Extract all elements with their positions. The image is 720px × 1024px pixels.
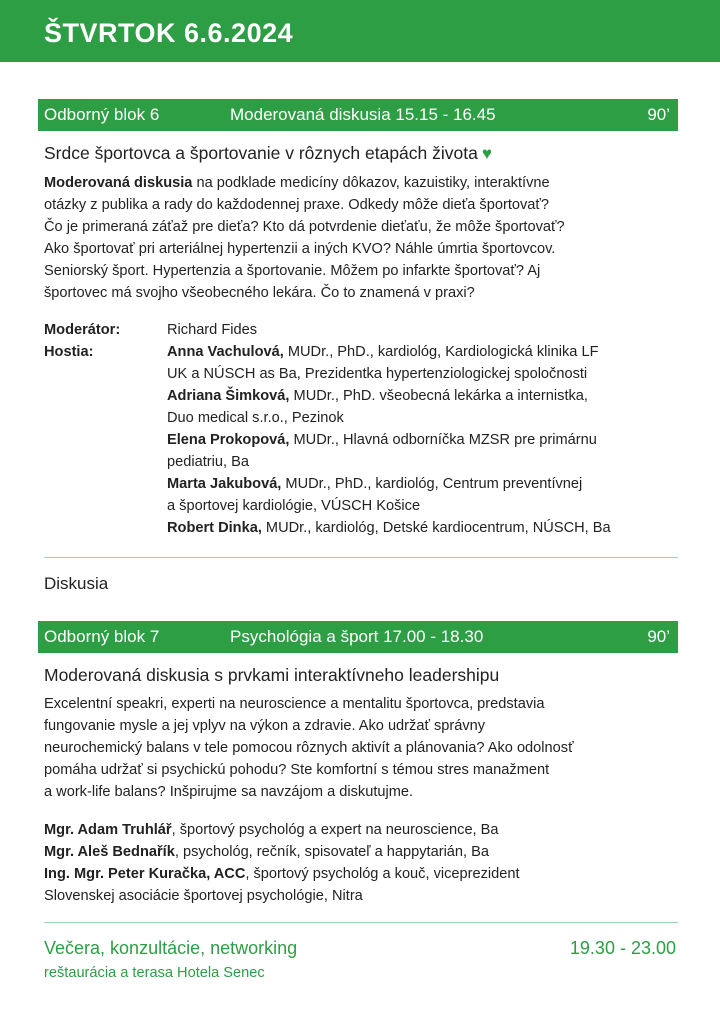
speaker-item [44,863,684,885]
block7-header [38,621,678,653]
guest-detail: Duo medical s.r.o., Pezinok [167,410,344,426]
guest-name: Robert Dinka, [167,520,262,536]
heart-icon: ♥ [481,144,492,163]
dinner-time: 19.30 - 23.00 [569,938,676,958]
guest-detail: MUDr., PhD., kardiológ, Centrum preventívnej [281,476,583,492]
speaker-name: Mgr. Adam Truhlář [44,822,172,838]
block6-header [38,99,678,131]
block7-title: Psychológia a šport 17.00 - 18.30 [230,627,484,646]
divider [44,557,678,558]
guest-detail: MUDr., PhD., kardiológ, Kardiologická klinika LF [283,344,599,360]
guest-detail: a športovej kardiológie, VÚSCH Košice [167,498,421,514]
block6-duration: 90’ [647,105,670,124]
guest-name: Elena Prokopová, [167,432,290,448]
block6-desc-line: na podklade medicíny dôkazov, kazuistiky, interaktívne [192,175,550,191]
moderator-label: Moderátor: [44,322,121,338]
divider [44,922,678,923]
day-title: ŠTVRTOK 6.6.2024 [0,0,720,62]
guest-name: Anna Vachulová, [167,344,284,360]
speaker-item [44,841,684,863]
block7-desc-line: pomáha udržať si psychickú pohodu? Ste komfortní s témou stres manažment [44,762,550,778]
block6-desc-line: otázky z publika a rady do každodennej praxe. Odkedy môže dieťa športovať? [44,197,549,213]
guest-item [167,429,684,451]
guests-label: Hostia: [44,344,94,360]
block7-desc-line: a work-life balans? Inšpirujme sa navzájom a diskutujme. [44,784,414,800]
guest-item [167,341,684,363]
guest-detail: MUDr., Hlavná odborníčka MZSR pre primárnu [289,432,597,448]
speaker-item [44,819,684,841]
block6-desc-line: Čo je primeraná záťaž pre dieťa? Kto dá potvrdenie dieťaťu, že môže športovať? [44,219,565,235]
speaker-detail: , psychológ, rečník, spisovateľ a happytarián, Ba [174,844,490,860]
guest-detail: pediatriu, Ba [167,454,249,470]
speaker-name: Ing. Mgr. Peter Kuračka, ACC [44,866,246,882]
block6-session-title [44,143,492,164]
block7-speakers [44,819,684,907]
block7-duration: 90’ [647,627,670,646]
block6-people [44,319,684,539]
guest-item [167,385,684,407]
block6-description [44,172,678,304]
block6-session-title-text: Srdce športovca a športovanie v rôznych etapách života [44,143,478,163]
speaker-detail: Slovenskej asociácie športovej psychológie, Nitra [44,888,363,904]
block6-desc-line: športovec má svojho všeobecného lekára. Čo to znamená v praxi? [44,285,475,301]
guest-name: Adriana Šimková, [167,388,290,404]
guest-item [167,517,684,539]
block7-session-title: Moderovaná diskusia s prvkami interaktívneho leadershipu [44,665,500,685]
guest-detail: MUDr., PhD. všeobecná lekárka a internistka, [289,388,588,404]
diskusia-label: Diskusia [44,574,109,593]
block7-desc-line: fungovanie mysle a jej vplyv na výkon a zdravie. Ako udržať správny [44,718,486,734]
speaker-name: Mgr. Aleš Bednařík [44,844,175,860]
block6-desc-line: Ako športovať pri arteriálnej hypertenzii a iných KVO? Náhle úmrtia športovcov. [44,241,556,257]
moderator-row [44,319,684,341]
dinner-title: Večera, konzultácie, networking [44,938,298,958]
block7-desc-line: neurochemický balans v tele pomocou rôznych aktivít a plánovania? Ako odolnosť [44,740,574,756]
guests-row [44,341,684,539]
block7-number: Odborný blok 7 [44,627,160,646]
guest-detail: UK a NÚSCH as Ba, Prezidentka hypertenziologickej spoločnosti [167,366,588,382]
speaker-detail: , športový psychológ a kouč, viceprezident [245,866,520,882]
moderator-name: Richard Fides [167,322,258,338]
guest-name: Marta Jakubová, [167,476,282,492]
block6-number: Odborný blok 6 [44,105,160,124]
block6-desc-line: Seniorský šport. Hypertenzia a športovanie. Môžem po infarkte športovať? Aj [44,263,541,279]
guest-detail: MUDr., kardiológ, Detské kardiocentrum, NÚSCH, Ba [261,520,611,536]
speaker-detail: , športový psychológ a expert na neuroscience, Ba [171,822,499,838]
block7-desc-line: Excelentní speakri, experti na neuroscience a mentalitu športovca, predstavia [44,696,545,712]
dinner-venue: reštaurácia a terasa Hotela Senec [44,965,265,981]
guest-item [167,473,684,495]
block6-title: Moderovaná diskusia 15.15 - 16.45 [230,105,496,124]
block7-description [44,693,678,803]
block6-desc-lead: Moderovaná diskusia [44,175,193,191]
guest-list [167,341,684,539]
